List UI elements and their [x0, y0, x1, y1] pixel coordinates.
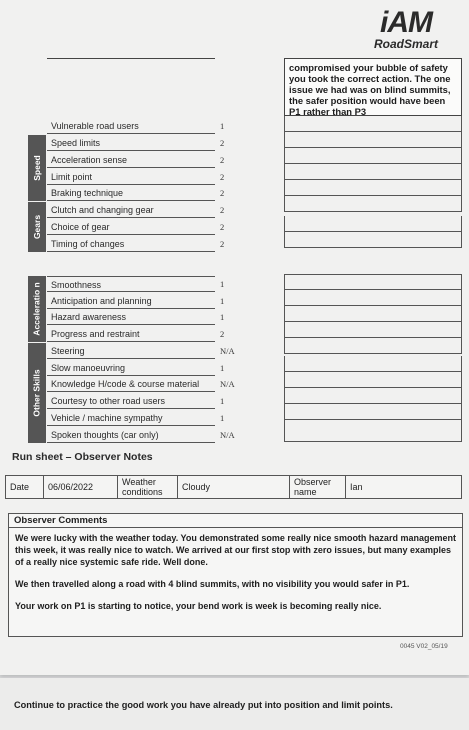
- continuation-text: Continue to practice the good work you have already put into position and limit points.: [14, 700, 393, 710]
- observer-value: Ian: [350, 482, 363, 492]
- blank-header-cell: [47, 58, 215, 117]
- date-label: Date: [6, 476, 44, 498]
- comment-cell: [284, 196, 462, 212]
- comment-paragraph: We then travelled along a road with 4 blind summits, with no visibility you would safer in P1.: [15, 579, 410, 589]
- skill-row: Hazard awareness: [47, 309, 215, 325]
- skill-score: 2: [220, 205, 225, 215]
- skill-score: 2: [220, 138, 225, 148]
- run-sheet-title: Run sheet – Observer Notes: [12, 451, 153, 463]
- logo-text: RoadSmart: [373, 37, 438, 51]
- skill-score: 2: [220, 155, 225, 165]
- skill-row: Anticipation and planning: [47, 293, 215, 309]
- form-code: 0045 V02_05/19: [400, 643, 448, 650]
- skill-score: 1: [220, 413, 225, 423]
- comment-cell: [284, 338, 462, 354]
- logo-mark: iAM: [380, 6, 432, 39]
- skill-score: 1: [220, 396, 225, 406]
- skill-row: Vulnerable road users: [47, 118, 215, 134]
- group-acceleration-label: Acceleratio n: [28, 276, 46, 342]
- skill-row: Slow manoeuvring: [47, 360, 215, 376]
- comment-cell: [284, 132, 462, 148]
- skill-score: 2: [220, 329, 225, 339]
- comment-paragraph: We were lucky with the weather today. You demonstrated some really nice smooth hazard management this week, it was really nice to watch. We arrived at our first stop with zero issues, but many examples of a really nice systemic safe ride. Well done.: [15, 533, 456, 567]
- group-other-skills-label: Other Skills: [28, 343, 46, 443]
- comment-cell: [284, 420, 462, 442]
- skill-score: 1: [220, 121, 225, 131]
- comment-cell: [284, 372, 462, 388]
- skill-row: Acceleration sense: [47, 152, 215, 168]
- skill-score: 1: [220, 296, 225, 306]
- observer-comments-title: Observer Comments: [9, 514, 462, 528]
- skill-score: 2: [220, 188, 225, 198]
- skill-row: Courtesy to other road users: [47, 393, 215, 409]
- skill-score: 2: [220, 172, 225, 182]
- observer-comments-box: [8, 513, 463, 637]
- skill-score: 1: [220, 279, 225, 289]
- comment-cell: [284, 232, 462, 248]
- comment-cell: [284, 216, 462, 232]
- comment-cell: [284, 274, 462, 290]
- date-value: 06/06/2022: [44, 476, 118, 498]
- comment-cell: [284, 290, 462, 306]
- comment-cell: [284, 164, 462, 180]
- comment-cell: [284, 148, 462, 164]
- skill-score: 2: [220, 239, 225, 249]
- comment-cell: [284, 306, 462, 322]
- comment-cell: [284, 404, 462, 420]
- comment-paragraph: Your work on P1 is starting to notice, your bend work is week is becoming really nice.: [15, 601, 382, 611]
- comment-cell: [284, 322, 462, 338]
- skill-row: Clutch and changing gear: [47, 202, 215, 218]
- skill-row: Knowledge H/code & course material: [47, 376, 215, 392]
- skill-row: Steering: [47, 343, 215, 359]
- skill-row: Progress and restraint: [47, 326, 215, 342]
- skill-row: Limit point: [47, 169, 215, 185]
- skill-score: N/A: [220, 379, 235, 389]
- skill-score: 1: [220, 312, 225, 322]
- skill-score: N/A: [220, 346, 235, 356]
- skill-row: Braking technique: [47, 185, 215, 201]
- weather-value: Cloudy: [178, 476, 290, 498]
- comment-cell: [284, 356, 462, 372]
- skill-score: N/A: [220, 430, 235, 440]
- skill-row: Smoothness: [47, 276, 215, 292]
- weather-label: Weather conditions: [118, 476, 178, 498]
- run-info-row: [5, 475, 462, 499]
- skill-row: Spoken thoughts (car only): [47, 427, 215, 443]
- top-note-box: compromised your bubble of safety you took the correct action. The one issue we had was on blind summits, the safer position would have been P1 rather than P3: [284, 58, 462, 116]
- skill-row: Vehicle / machine sympathy: [47, 410, 215, 426]
- iam-roadsmart-logo: [370, 8, 442, 56]
- comment-cell: [284, 388, 462, 404]
- skill-score: 2: [220, 222, 225, 232]
- group-gears-label: Gears: [28, 202, 46, 252]
- skill-row: Speed limits: [47, 135, 215, 151]
- skill-row: Choice of gear: [47, 219, 215, 235]
- observer-label: Observer name: [290, 476, 346, 498]
- skill-score: 1: [220, 363, 225, 373]
- comment-cell: [284, 180, 462, 196]
- comment-cell: [284, 116, 462, 132]
- group-speed-label: Speed: [28, 135, 46, 201]
- skill-row: Timing of changes: [47, 236, 215, 252]
